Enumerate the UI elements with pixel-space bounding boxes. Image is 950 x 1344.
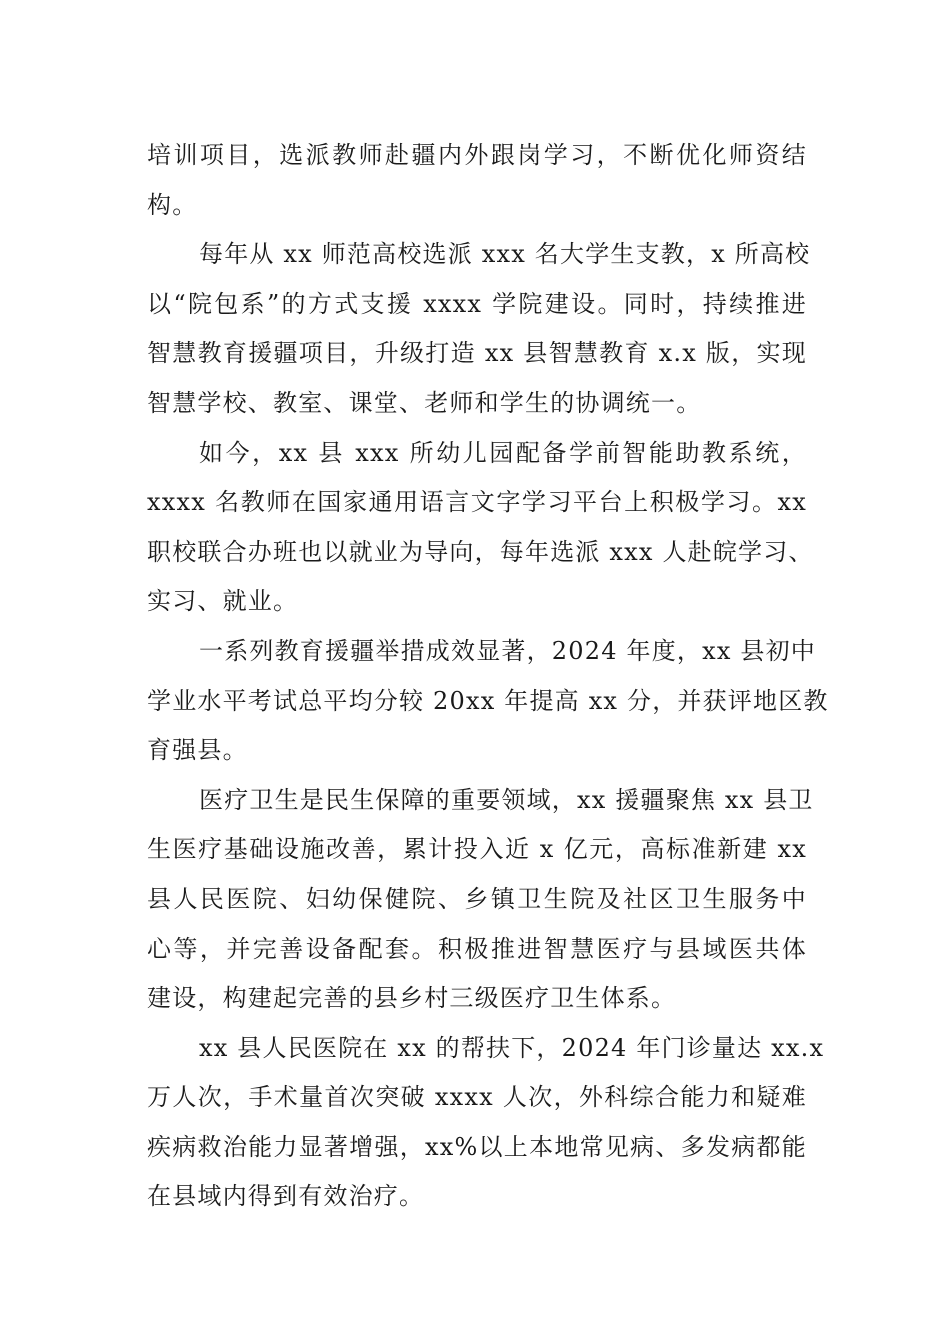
paragraph: [147, 1024, 825, 1222]
paragraph: [147, 429, 814, 627]
text-line: 在县域内得到有效治疗。: [147, 1182, 425, 1211]
text-line: xx 县人民医院在 xx 的帮扶下，2024 年门诊量达 xx.x: [199, 1033, 825, 1062]
text-line: 育强县。: [147, 736, 248, 765]
text-line: 以“院包系”的方式支援 xxxx 学院建设。同时，持续推进: [147, 289, 807, 318]
text-line: 学业水平考试总平均分较 20xx 年提高 xx 分，并获评地区教: [147, 686, 829, 715]
text-line: 医疗卫生是民生保障的重要领域，xx 援疆聚焦 xx 县卫: [199, 785, 814, 814]
text-line: 心等，并完善设备配套。积极推进智慧医疗与县域医共体: [147, 934, 807, 963]
text-line: 智慧学校、教室、课堂、老师和学生的协调统一。: [147, 388, 702, 417]
text-line: 实习、就业。: [147, 587, 299, 616]
text-line: 构。: [147, 190, 198, 219]
text-line: 生医疗基础设施改善，累计投入近 x 亿元，高标准新建 xx: [147, 835, 807, 864]
text-line: 职校联合办班也以就业为导向，每年选派 xxx 人赴皖学习、: [147, 537, 814, 566]
text-line: 每年从 xx 师范高校选派 xxx 名大学生支教，x 所高校: [199, 240, 811, 269]
body-text: [147, 131, 829, 1222]
text-line: xxxx 名教师在国家通用语言文字学习平台上积极学习。xx: [147, 488, 807, 517]
text-line: 建设，构建起完善的县乡村三级医疗卫生体系。: [147, 984, 677, 1013]
text-line: 疾病救治能力显著增强，xx%以上本地常见病、多发病都能: [147, 1132, 807, 1161]
paragraph: [147, 230, 811, 428]
text-line: 一系列教育援疆举措成效显著，2024 年度，xx 县初中: [199, 636, 817, 665]
text-line: 县人民医院、妇幼保健院、乡镇卫生院及社区卫生服务中: [147, 884, 807, 913]
text-line: 如今，xx 县 xxx 所幼儿园配备学前智能助教系统，: [199, 438, 807, 467]
text-line: 万人次，手术量首次突破 xxxx 人次，外科综合能力和疑难: [147, 1083, 807, 1112]
paragraph: [147, 131, 807, 230]
text-line: 培训项目，选派教师赴疆内外跟岗学习，不断优化师资结: [147, 141, 807, 169]
text-line: 智慧教育援疆项目，升级打造 xx 县智慧教育 x.x 版，实现: [147, 339, 807, 368]
paragraph: [147, 627, 829, 776]
paragraph: [147, 776, 814, 1024]
